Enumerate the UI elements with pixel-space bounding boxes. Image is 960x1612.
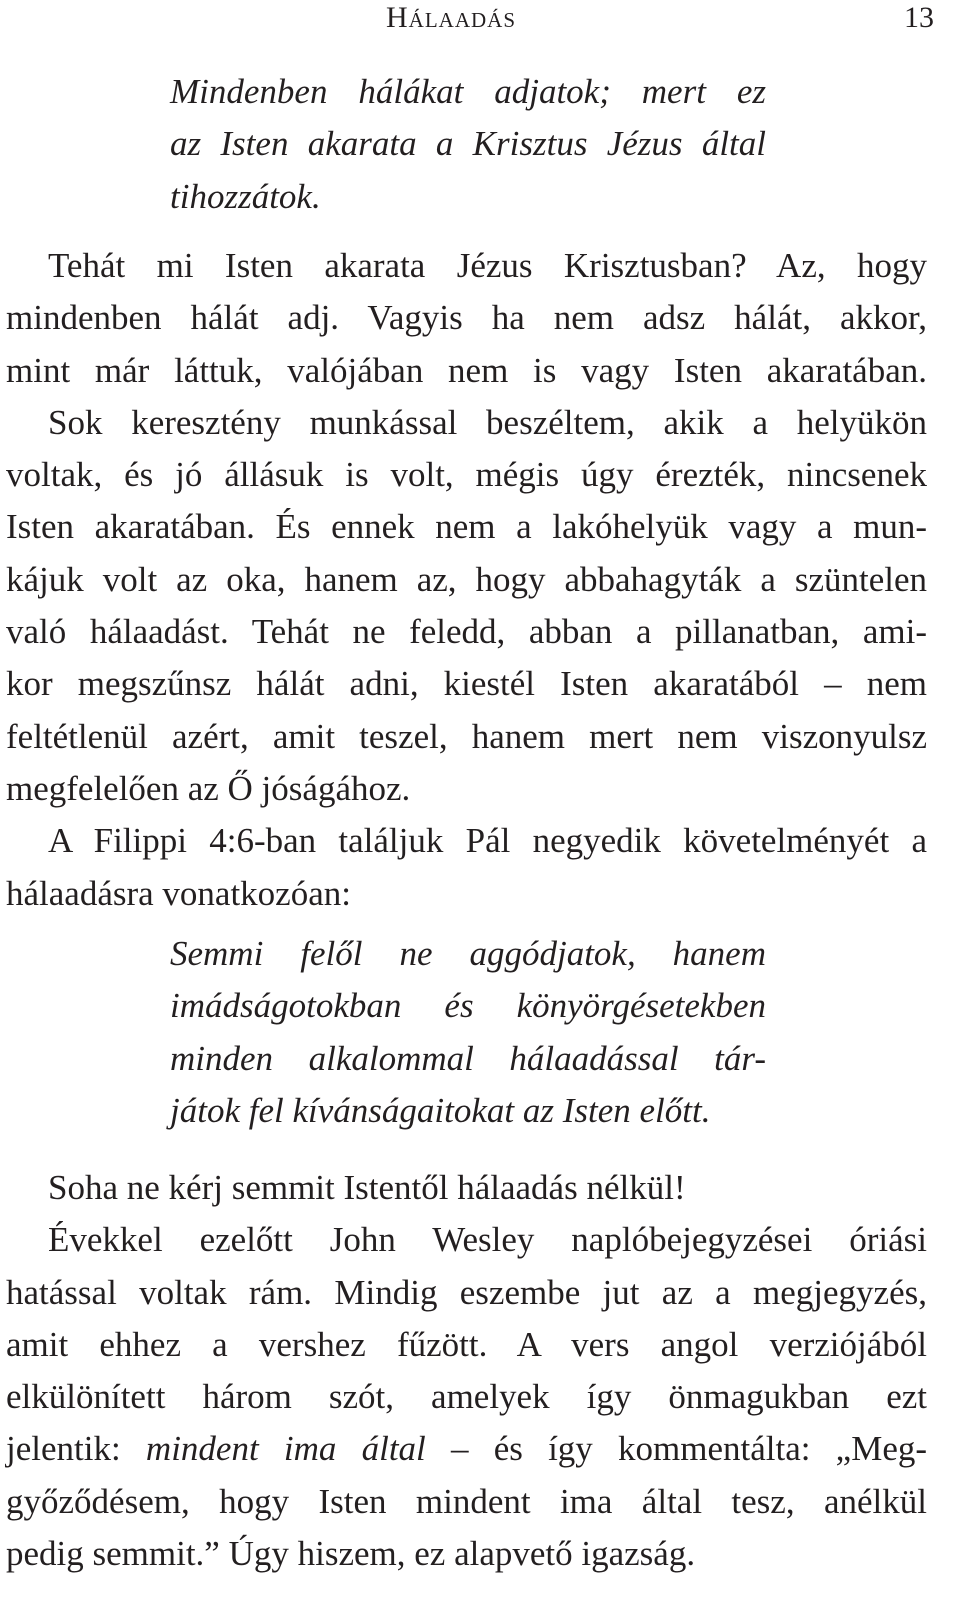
- paragraph-line: Soha ne kérj semmit Istentől hálaadás nélkül!: [48, 1168, 686, 1207]
- body-text-1: [6, 240, 927, 920]
- text-segment: jelentik:: [6, 1429, 121, 1469]
- paragraph-line: mindenben hálát adj. Vagyis ha nem adsz hálát, akkor,: [6, 298, 927, 338]
- paragraph-line: hatással voltak rám. Mindig eszembe jut az a megjegyzés,: [6, 1272, 927, 1312]
- text-segment: – és így kommentálta: „Meg-: [451, 1429, 928, 1469]
- quote-line: Semmi felől ne aggódjatok, hanem: [170, 934, 766, 973]
- body-text-2: [6, 1162, 927, 1580]
- paragraph-line: kájuk volt az oka, hanem az, hogy abbahagyták a szüntelen: [6, 559, 927, 599]
- scripture-quote-1: [170, 66, 766, 223]
- paragraph-line: Sok keresztény munkással beszéltem, akik a helyükön: [48, 402, 927, 442]
- paragraph-line: Évekkel ezelőtt John Wesley naplóbejegyzései óriási: [48, 1220, 927, 1260]
- paragraph-line: A Filippi 4:6-ban találjuk Pál negyedik követelményét a: [48, 821, 927, 861]
- paragraph-line: amit ehhez a vershez fűzött. A vers angol verziójából: [6, 1324, 927, 1364]
- page-number: 13: [904, 1, 934, 34]
- paragraph-line: győződésem, hogy Isten mindent ima által tesz, anélkül: [6, 1481, 927, 1521]
- quote-line: tihozzátok.: [170, 176, 321, 216]
- paragraph-line: pedig semmit.” Úgy hiszem, ez alapvető igazság.: [6, 1534, 696, 1574]
- paragraph-line: hálaadásra vonatkozóan:: [6, 873, 351, 913]
- paragraph-line: kor megszűnsz hálát adni, kiestél Isten akaratából – nem: [6, 664, 927, 704]
- emphasis-text: mindent ima által: [145, 1429, 426, 1469]
- paragraph-line-mixed: [6, 1423, 927, 1475]
- paragraph-line: megfelelően az Ő jóságához.: [6, 768, 411, 808]
- paragraph-line: Isten akaratában. És ennek nem a lakóhelyük vagy a mun-: [6, 507, 927, 547]
- running-header: [0, 0, 960, 40]
- quote-line: az Isten akarata a Krisztus Jézus által: [170, 124, 766, 164]
- paragraph-line: Tehát mi Isten akarata Jézus Krisztusban? Az, hogy: [48, 246, 927, 285]
- paragraph-line: elkülönített három szót, amelyek így önmagukban ezt: [6, 1377, 927, 1417]
- quote-line: imádságotokban és könyörgésetekben: [170, 986, 766, 1026]
- quote-line: játok fel kívánságaitokat az Isten előtt.: [170, 1090, 711, 1130]
- paragraph-line: való hálaadást. Tehát ne feledd, abban a pillanatban, ami-: [6, 612, 927, 652]
- paragraph-line: voltak, és jó állásuk is volt, mégis úgy érezték, nincsenek: [6, 455, 927, 495]
- paragraph-line: mint már láttuk, valójában nem is vagy Isten akaratában.: [6, 350, 927, 390]
- quote-line: minden alkalommal hálaadással tár-: [170, 1038, 766, 1078]
- chapter-title: Hálaadás: [386, 1, 516, 34]
- paragraph-line: feltétlenül azért, amit teszel, hanem mert nem viszonyulsz: [6, 716, 927, 756]
- quote-line: Mindenben hálákat adjatok; mert ez: [170, 72, 766, 111]
- scripture-quote-2: [170, 928, 766, 1137]
